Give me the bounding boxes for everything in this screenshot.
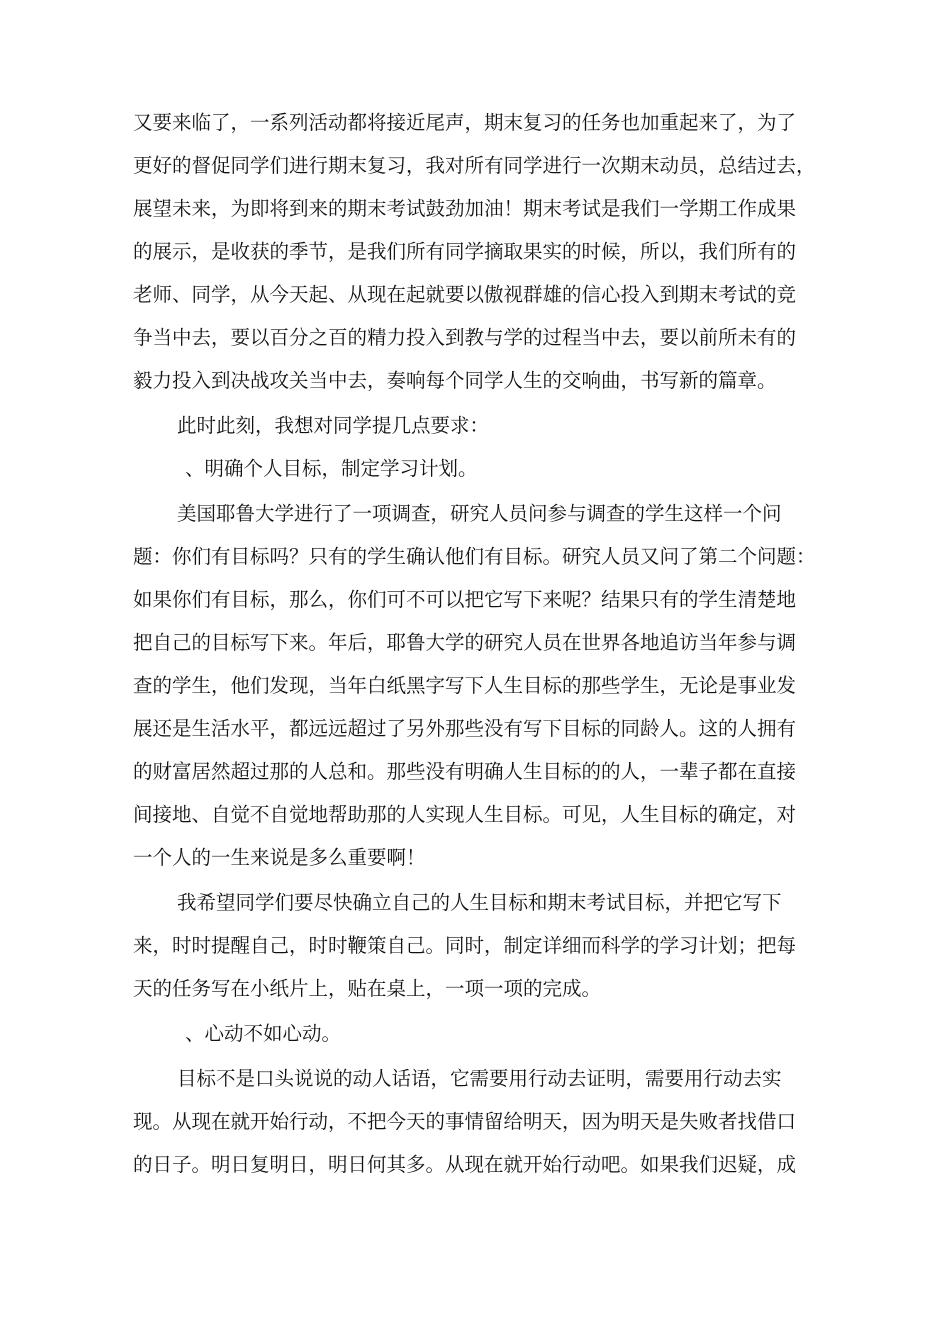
text-line: 查的学生，他们发现，当年白纸黑字写下人生目标的那些学生，无论是事业发 xyxy=(133,674,797,697)
text-line: 展望未来，为即将到来的期末考试鼓劲加油！期末考试是我们一学期工作成果 xyxy=(133,197,797,220)
text-line: 天的任务写在小纸片上，贴在桌上，一项一项的完成。 xyxy=(133,977,602,1000)
text-line: 毅力投入到决战攻关当中去，奏响每个同学人生的交响曲，书写新的篇章。 xyxy=(133,369,777,392)
section-heading: 、明确个人目标，制定学习计划。 xyxy=(185,457,478,480)
text-line: 展还是生活水平，都远远超过了另外那些没有写下目标的同龄人。这的人拥有 xyxy=(133,717,797,740)
text-line: 一个人的一生来说是多么重要啊！ xyxy=(133,846,426,869)
text-line: 我希望同学们要尽快确立自己的人生目标和期末考试目标，并把它写下 xyxy=(177,891,782,914)
section-heading: 、心动不如心动。 xyxy=(185,1022,342,1045)
text-line: 的日子。明日复明日，明日何其多。从现在就开始行动吧。如果我们迟疑，成 xyxy=(133,1153,797,1176)
text-line: 又要来临了，一系列活动都将接近尾声，期末复习的任务也加重起来了，为了 xyxy=(133,111,797,134)
text-line: 如果你们有目标，那么，你们可不可以把它写下来呢？结果只有的学生清楚地 xyxy=(133,588,797,611)
text-line: 目标不是口头说说的动人话语，它需要用行动去证明，需要用行动去实 xyxy=(177,1067,782,1090)
text-line: 现。从现在就开始行动，不把今天的事情留给明天，因为明天是失败者找借口 xyxy=(133,1110,797,1133)
text-line: 的展示，是收获的季节，是我们所有同学摘取果实的时候，所以，我们所有的 xyxy=(133,240,797,263)
text-line: 美国耶鲁大学进行了一项调查，研究人员问参与调查的学生这样一个问 xyxy=(177,502,782,525)
text-line: 间接地、自觉不自觉地帮助那的人实现人生目标。可见，人生目标的确定，对 xyxy=(133,803,797,826)
text-line: 来，时时提醒自己，时时鞭策自己。同时，制定详细而科学的学习计划；把每 xyxy=(133,934,797,957)
text-line: 更好的督促同学们进行期末复习，我对所有同学进行一次期末动员，总结过去， xyxy=(133,154,816,177)
text-line: 题：你们有目标吗？只有的学生确认他们有目标。研究人员又问了第二个问题： xyxy=(133,545,816,568)
paragraph-intro: 此时此刻，我想对同学提几点要求： xyxy=(177,414,490,437)
text-line: 争当中去，要以百分之百的精力投入到教与学的过程当中去，要以前所未有的 xyxy=(133,326,797,349)
text-line: 老师、同学，从今天起、从现在起就要以傲视群雄的信心投入到期末考试的竞 xyxy=(133,283,797,306)
text-line: 的财富居然超过那的人总和。那些没有明确人生目标的的人，一辈子都在直接 xyxy=(133,760,797,783)
text-line: 把自己的目标写下来。年后，耶鲁大学的研究人员在世界各地追访当年参与调 xyxy=(133,631,797,654)
